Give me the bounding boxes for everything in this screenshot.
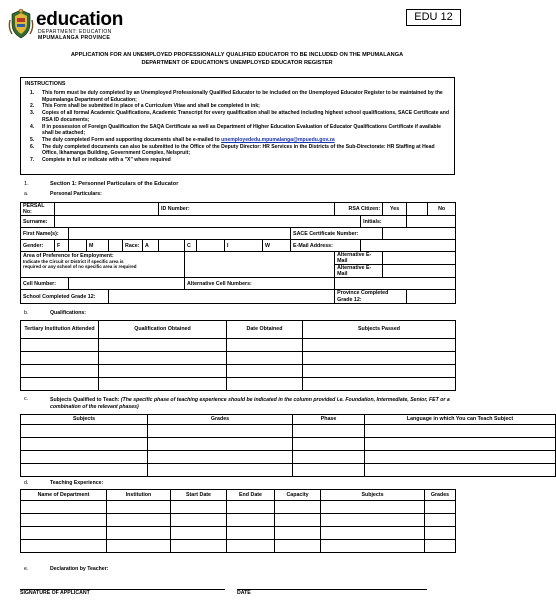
part-c-heading bbox=[50, 397, 450, 411]
instruction-item: 2. This Form shall be submitted in place of a Curriculum Vitae and shall be completed in ink; bbox=[30, 103, 260, 110]
submission-email-link[interactable]: unemployededu.mpumalanga@mpuedu.gov.za bbox=[221, 137, 335, 144]
table-cell[interactable] bbox=[321, 514, 425, 527]
table-cell[interactable] bbox=[148, 464, 293, 477]
table-cell[interactable] bbox=[227, 352, 303, 365]
instruction-item: 7. Complete in full or indicate with a "X" where required bbox=[30, 157, 171, 164]
table-cell[interactable] bbox=[303, 339, 456, 352]
table-cell[interactable] bbox=[303, 378, 456, 391]
part-b-title: Qualifications: bbox=[50, 310, 87, 316]
table-row bbox=[21, 464, 556, 477]
title-line-1: APPLICATION FOR AN UNEMPLOYED PROFESSIONALLY QUALIFIED EDUCATOR TO BE INCLUDED ON THE MPUMALANGA bbox=[70, 52, 404, 58]
gender-f-box[interactable] bbox=[69, 240, 87, 252]
table-cell[interactable] bbox=[425, 540, 456, 553]
part-a-letter: a. bbox=[24, 191, 29, 197]
gender-f-option[interactable]: F bbox=[55, 240, 69, 252]
table-cell[interactable] bbox=[227, 378, 303, 391]
table-cell[interactable] bbox=[303, 365, 456, 378]
table-cell[interactable] bbox=[275, 540, 321, 553]
table-cell[interactable] bbox=[107, 540, 171, 553]
alt-cell-label: Alternative Cell Numbers: bbox=[185, 278, 335, 290]
table-row bbox=[21, 378, 456, 391]
email-field[interactable] bbox=[361, 240, 456, 252]
part-d-title: Teaching Experience: bbox=[50, 480, 104, 486]
persal-field[interactable] bbox=[55, 203, 159, 216]
table-cell[interactable] bbox=[21, 527, 107, 540]
province-grade12-label: Province Completed Grade 12: bbox=[335, 290, 407, 303]
table-cell[interactable] bbox=[425, 501, 456, 514]
part-d-letter: d. bbox=[24, 480, 29, 486]
rsa-yes-box[interactable] bbox=[407, 203, 428, 216]
table-row bbox=[21, 501, 456, 514]
table-row bbox=[21, 451, 556, 464]
area-preference-cell[interactable] bbox=[21, 252, 185, 278]
gender-m-option[interactable]: M bbox=[87, 240, 109, 252]
province-line: MPUMALANGA PROVINCE bbox=[38, 35, 111, 41]
table-row bbox=[21, 527, 456, 540]
sace-field[interactable] bbox=[383, 228, 456, 240]
instructions-heading: INSTRUCTIONS bbox=[25, 81, 66, 87]
table-cell[interactable] bbox=[425, 527, 456, 540]
part-c-note: (The specific phase of teaching experience should be indicated in the column provided i.e. Foundation, Intermediate, Senior, FET or a combination of the relevant phases) bbox=[50, 397, 450, 410]
table-cell[interactable] bbox=[227, 540, 275, 553]
instruction-item: 6. The duly completed documents can also be submitted to the Office of the Deputy Director: HR Services in the Districts of the Sub-Directorate: HR Staffing at Head Office, Ikhamanga Building, Government Complex, Nelspruit; bbox=[30, 143, 435, 157]
instruction-item: 5. The duly completed Form and supporting documents shall be e-mailed to unemployededu.mpumalanga@mpuedu.gov.za bbox=[30, 137, 335, 144]
sace-label: SACE Certificate Number: bbox=[291, 228, 383, 240]
table-cell[interactable] bbox=[321, 527, 425, 540]
first-names-label: First Name(s): bbox=[21, 228, 69, 240]
area-preference-note-2: required or any school of no specific area is required bbox=[23, 264, 137, 270]
form-code-box: EDU 12 bbox=[406, 9, 461, 26]
table-cell[interactable] bbox=[99, 365, 227, 378]
alt-email-1-label: Alternative E-Mail bbox=[335, 252, 383, 265]
race-c-option[interactable]: C bbox=[185, 240, 197, 252]
area-preference-label: Area of Preference for Employment: bbox=[23, 253, 114, 260]
table-cell[interactable] bbox=[365, 438, 556, 451]
table-cell[interactable] bbox=[275, 501, 321, 514]
instruction-item: 4. If in possession of Foreign Qualification the SAQA Certificate as well as Department of Higher Education Evaluation of Educator Qualifications Certificate if available shall be attached; bbox=[30, 123, 441, 137]
instruction-item: 3. Copies of all formal Academic Qualifications, Academic Transcript for every qualification shall be attached including highest school qualifications, SACE Certificate and RSA ID documents; bbox=[30, 110, 449, 123]
rsa-citizen-label: RSA Citizen: bbox=[335, 203, 383, 216]
col-date-obtained: Date Obtained bbox=[227, 321, 303, 339]
initials-field[interactable] bbox=[407, 216, 456, 228]
table-cell[interactable] bbox=[293, 451, 365, 464]
col-subjects: Subjects bbox=[21, 415, 148, 425]
table-row bbox=[21, 540, 456, 553]
table-cell[interactable] bbox=[171, 514, 227, 527]
part-e-letter: e. bbox=[24, 566, 29, 572]
table-cell[interactable] bbox=[321, 501, 425, 514]
first-names-field[interactable] bbox=[69, 228, 291, 240]
col-tertiary-institution: Tertiary Institution Attended bbox=[21, 321, 99, 339]
rsa-yes-label: Yes bbox=[383, 203, 407, 216]
part-a-title: Personal Particulars: bbox=[50, 191, 102, 197]
col-exp-grades: Grades bbox=[425, 490, 456, 501]
surname-field[interactable] bbox=[55, 216, 361, 228]
table-cell[interactable] bbox=[21, 451, 148, 464]
table-cell[interactable] bbox=[293, 438, 365, 451]
cell-number-label: Cell Number: bbox=[21, 278, 69, 290]
table-cell[interactable] bbox=[21, 352, 99, 365]
table-cell[interactable] bbox=[293, 464, 365, 477]
table-cell[interactable] bbox=[107, 527, 171, 540]
table-cell[interactable] bbox=[171, 501, 227, 514]
col-institution: Institution bbox=[107, 490, 171, 501]
race-w-option[interactable]: W bbox=[263, 240, 291, 252]
race-label: Race: bbox=[123, 240, 143, 252]
table-cell[interactable] bbox=[21, 438, 148, 451]
table-cell[interactable] bbox=[227, 501, 275, 514]
application-title bbox=[20, 52, 454, 67]
date-label: DATE bbox=[237, 589, 427, 597]
initials-label: Initials: bbox=[361, 216, 407, 228]
gender-label: Gender: bbox=[21, 240, 55, 252]
instruction-item: 1. This form must be duly completed by an Unemployed Professionally Qualified Educator to be included on the Unemployed Educator Register to be maintained by the Mpumalanga Department of Education; bbox=[30, 90, 443, 103]
table-row bbox=[21, 365, 456, 378]
subjects-qualified-table bbox=[20, 414, 556, 477]
surname-label: Surname: bbox=[21, 216, 55, 228]
col-qualification-obtained: Qualification Obtained bbox=[99, 321, 227, 339]
table-cell[interactable] bbox=[107, 514, 171, 527]
table-cell[interactable] bbox=[365, 425, 556, 438]
part-e-title: Declaration by Teacher: bbox=[50, 566, 109, 572]
table-cell[interactable] bbox=[21, 339, 99, 352]
table-cell[interactable] bbox=[21, 501, 107, 514]
race-c-box[interactable] bbox=[197, 240, 225, 252]
table-cell[interactable] bbox=[275, 514, 321, 527]
instructions-list bbox=[30, 90, 450, 164]
brand-name: education bbox=[36, 9, 124, 30]
table-cell[interactable] bbox=[21, 514, 107, 527]
qualifications-table bbox=[20, 320, 456, 391]
part-c-letter: c. bbox=[24, 396, 29, 402]
part-b-letter: b. bbox=[24, 310, 29, 316]
table-cell[interactable] bbox=[21, 365, 99, 378]
gender-m-box[interactable] bbox=[109, 240, 123, 252]
table-cell[interactable] bbox=[99, 352, 227, 365]
table-cell[interactable] bbox=[171, 527, 227, 540]
province-grade12-field[interactable] bbox=[407, 290, 456, 303]
cell-number-field[interactable] bbox=[69, 278, 185, 290]
table-cell[interactable] bbox=[321, 540, 425, 553]
col-phase: Phase bbox=[293, 415, 365, 425]
table-cell[interactable] bbox=[171, 540, 227, 553]
table-cell[interactable] bbox=[99, 378, 227, 391]
col-capacity: Capacity bbox=[275, 490, 321, 501]
table-cell[interactable] bbox=[99, 339, 227, 352]
table-cell[interactable] bbox=[227, 527, 275, 540]
table-row bbox=[21, 514, 456, 527]
table-row bbox=[21, 438, 556, 451]
table-cell[interactable] bbox=[227, 365, 303, 378]
title-line-2: DEPARTMENT OF EDUCATION'S UNEMPLOYED EDUCATOR REGISTER bbox=[141, 59, 333, 66]
table-cell[interactable] bbox=[107, 501, 171, 514]
table-cell[interactable] bbox=[148, 451, 293, 464]
table-cell[interactable] bbox=[148, 438, 293, 451]
table-cell[interactable] bbox=[303, 352, 456, 365]
id-number-label-field[interactable]: ID Number: bbox=[159, 203, 335, 216]
provincial-coat-of-arms-logo bbox=[8, 8, 34, 40]
rsa-no-box[interactable]: No bbox=[428, 203, 456, 216]
table-cell[interactable] bbox=[21, 464, 148, 477]
section-1-title: Section 1: Personnel Particulars of the Educator bbox=[50, 181, 179, 187]
date-field[interactable] bbox=[237, 575, 427, 589]
col-end-date: End Date bbox=[227, 490, 275, 501]
table-row bbox=[21, 339, 456, 352]
table-cell[interactable] bbox=[293, 425, 365, 438]
table-cell[interactable] bbox=[275, 527, 321, 540]
area-preference-note-1: Indicate the Circuit or District if specific area is bbox=[23, 259, 124, 265]
instructions-box bbox=[20, 77, 455, 175]
table-cell[interactable] bbox=[21, 425, 148, 438]
alt-email-1-field[interactable] bbox=[383, 252, 456, 265]
race-a-box[interactable] bbox=[159, 240, 185, 252]
col-exp-subjects: Subjects bbox=[321, 490, 425, 501]
col-teaching-language: Language in which You can Teach Subject bbox=[365, 415, 556, 425]
table-cell[interactable] bbox=[21, 378, 99, 391]
col-department-name: Name of Department bbox=[21, 490, 107, 501]
race-a-option[interactable]: A bbox=[143, 240, 159, 252]
section-1-number: 1. bbox=[24, 181, 29, 187]
school-grade12-field[interactable] bbox=[109, 290, 335, 303]
teaching-experience-table bbox=[20, 489, 456, 553]
department-line: DEPARTMENT: EDUCATION bbox=[38, 29, 112, 35]
alt-email-2-label: Alternative E-Mail bbox=[335, 265, 383, 278]
alt-email-2-field[interactable] bbox=[383, 265, 456, 278]
part-c-title: Subjects Qualified to Teach: bbox=[50, 397, 120, 403]
table-row bbox=[21, 352, 456, 365]
signature-label: SIGNATURE OF APPLICANT bbox=[20, 589, 225, 597]
area-preference-field[interactable] bbox=[185, 252, 335, 278]
table-cell[interactable] bbox=[425, 514, 456, 527]
table-cell[interactable] bbox=[21, 540, 107, 553]
table-cell[interactable] bbox=[148, 425, 293, 438]
race-i-option[interactable]: I bbox=[225, 240, 263, 252]
col-subjects-passed: Subjects Passed bbox=[303, 321, 456, 339]
email-label: E-Mail Address: bbox=[291, 240, 361, 252]
table-cell[interactable] bbox=[227, 514, 275, 527]
col-start-date: Start Date bbox=[171, 490, 227, 501]
personal-particulars-table bbox=[20, 202, 456, 304]
alt-cell-field[interactable] bbox=[335, 278, 456, 290]
table-cell[interactable] bbox=[365, 451, 556, 464]
table-row bbox=[21, 425, 556, 438]
school-grade12-label: School Completed Grade 12: bbox=[21, 290, 109, 303]
table-cell[interactable] bbox=[227, 339, 303, 352]
persal-label: PERSAL No: bbox=[21, 203, 55, 216]
table-cell[interactable] bbox=[365, 464, 556, 477]
col-grades: Grades bbox=[148, 415, 293, 425]
signature-field[interactable] bbox=[20, 575, 225, 589]
